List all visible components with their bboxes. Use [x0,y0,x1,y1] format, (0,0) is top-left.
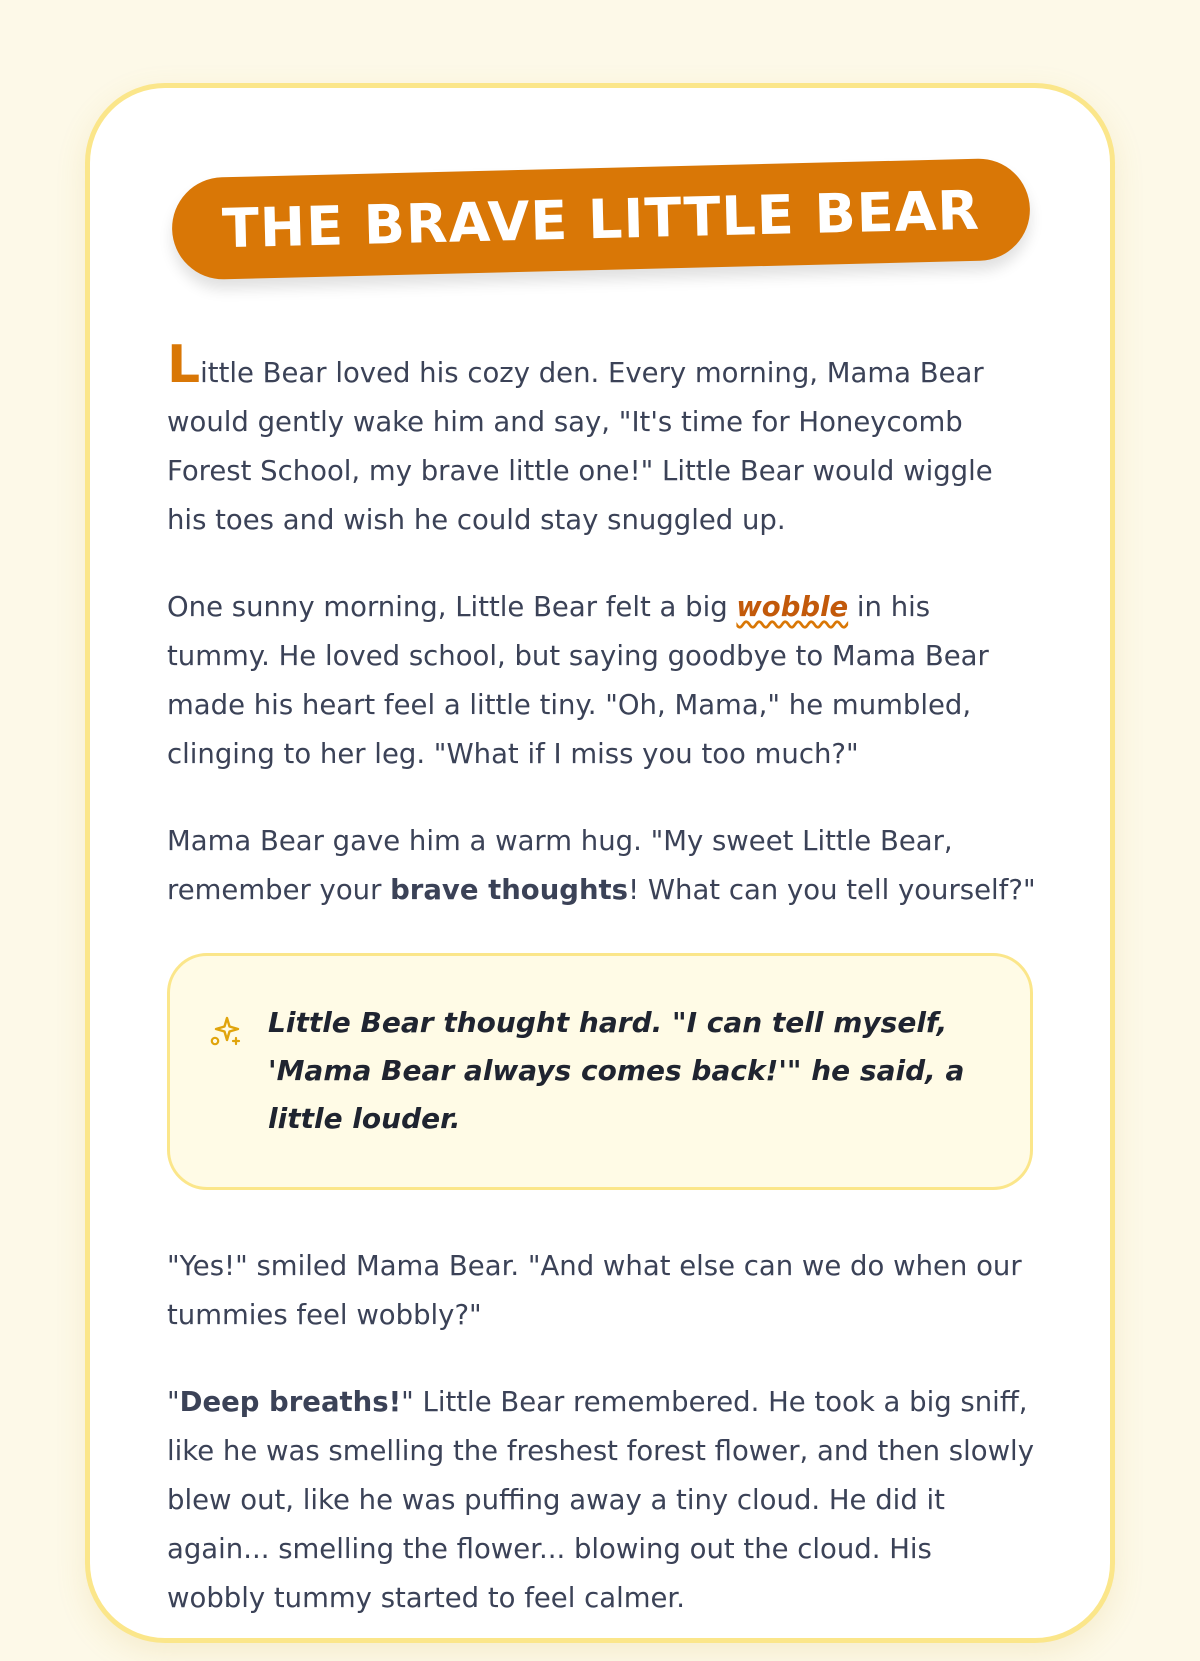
paragraph-3 [167,817,1037,915]
drop-cap: L [167,335,201,395]
bold-brave-thoughts: brave thoughts [390,874,629,906]
paragraph-5-after: " Little Bear remembered. He took a big sniff, like he was smelling the freshest forest flower, and then slowly blew out, like he was puffing away a tiny cloud. He did it again... smelling the flower... blowing out the cloud. His wobbly tummy started to feel calmer. [167,1386,1034,1614]
paragraph-5-before: " [167,1386,180,1418]
paragraph-4: "Yes!" smiled Mama Bear. "And what else can we do when our tummies feel wobbly?" [167,1250,1022,1331]
brave-thought-callout [167,953,1033,1190]
title-banner [171,158,1031,281]
paragraph-1 [167,335,1037,545]
sparkle-icon [208,1014,242,1048]
story-body [167,335,1037,1661]
paragraph-1-text: ittle Bear loved his cozy den. Every morning, Mama Bear would gently wake him and say, "It's time for Honeycomb Forest School, my brave little one!" Little Bear would wiggle his toes and wish he could stay snuggled up. [167,357,993,536]
paragraph-5 [167,1378,1037,1623]
title-banner-shape [171,158,1031,281]
callout-text: Little Bear thought hard. "I can tell myself, 'Mama Bear always comes back!'" he said, a little louder. [268,1006,965,1135]
paragraph-2-after: in his tummy. He loved school, but saying goodbye to Mama Bear made his heart feel a little tiny. "Oh, Mama," he mumbled, clinging to her leg. "What if I miss you too much?" [167,591,989,770]
paragraph-2-before: One sunny morning, Little Bear felt a big [167,591,737,623]
paragraph-3-after: ! What can you tell yourself?" [628,874,1036,906]
bold-deep-breaths: Deep breaths! [179,1386,402,1418]
story-title: THE BRAVE LITTLE BEAR [221,178,981,260]
paragraph-2 [167,583,1037,779]
highlight-word-wobble: wobble [736,591,849,623]
paragraph-3-before: Mama Bear gave him a warm hug. "My sweet Little Bear, remember your [167,825,953,906]
